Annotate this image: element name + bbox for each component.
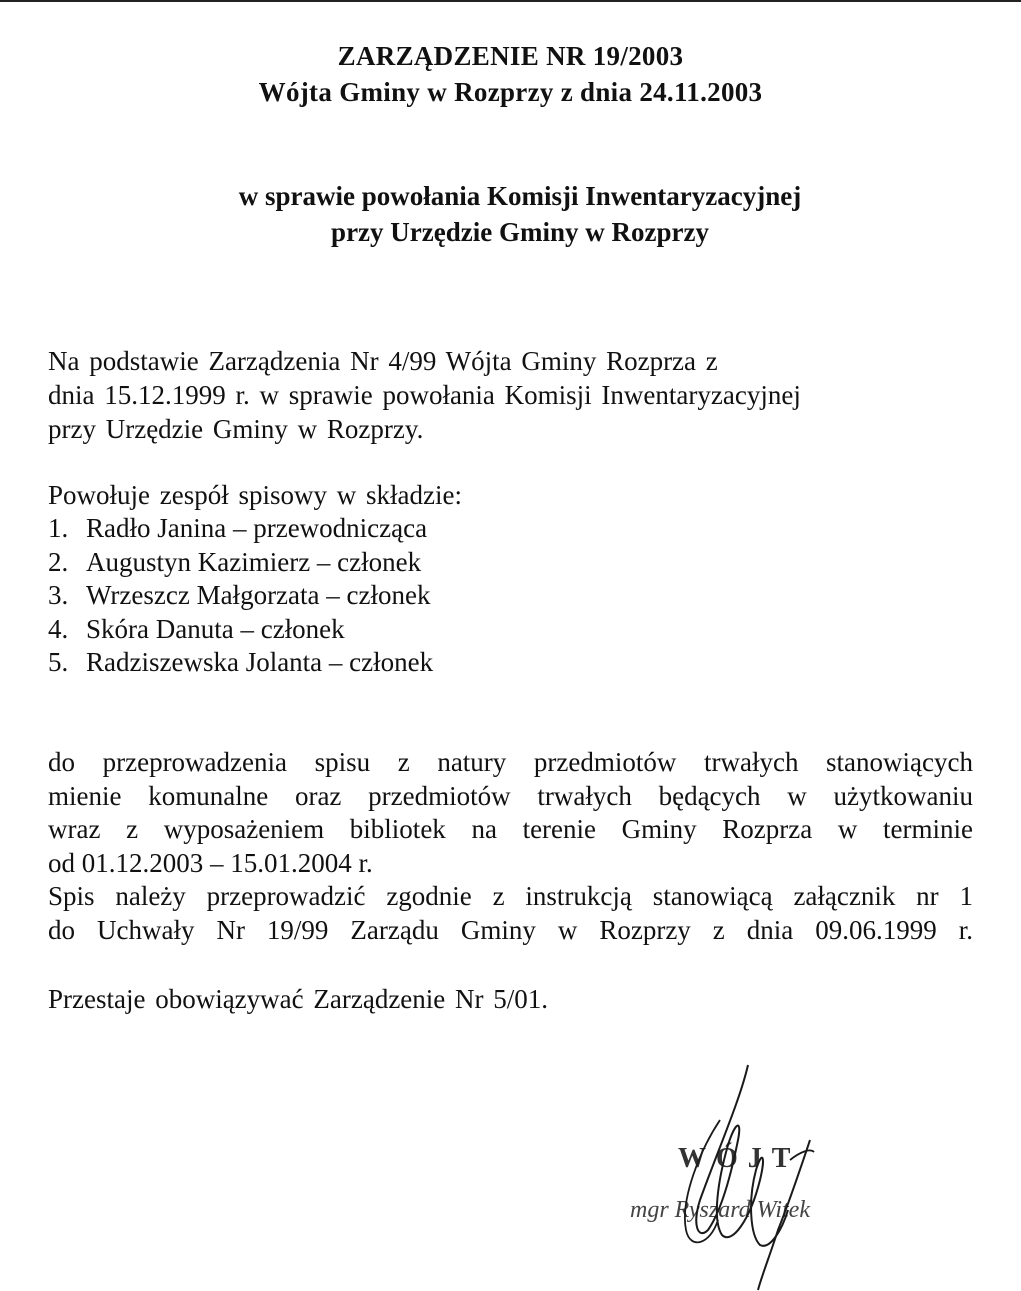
top-border-line (0, 0, 1021, 2)
list-item-text: Augustyn Kazimierz – członek (86, 546, 422, 577)
document-subtitle: Wójta Gminy w Rozprzy z dnia 24.11.2003 (258, 77, 763, 107)
list-item-text: Skóra Danuta – członek (86, 613, 345, 644)
list-item-number: 4. (48, 613, 69, 644)
handwritten-signature (600, 1060, 900, 1291)
scope-line: wraz z wyposażeniem bibliotek na terenie Gminy Rozprza w terminie (48, 814, 973, 844)
team-intro: Powołuje zespół spisowy w składzie: (48, 480, 462, 510)
signature-block (600, 1060, 900, 1291)
instruction-line: Spis należy przeprowadzić zgodnie z instrukcją stanowiącą załącznik nr 1 (48, 881, 973, 911)
list-item (48, 512, 433, 546)
scope-line: od 01.12.2003 – 15.01.2004 r. (48, 847, 373, 878)
signature-title: WÓJT (678, 1143, 801, 1174)
instruction-paragraph (48, 880, 973, 947)
list-item-number: 2. (48, 546, 69, 577)
basis-line: przy Urzędzie Gminy w Rozprzy. (48, 414, 424, 444)
basis-line: Na podstawie Zarządzenia Nr 4/99 Wójta Gminy Rozprza z (48, 346, 718, 376)
list-item (48, 646, 433, 680)
list-item-number: 1. (48, 513, 69, 543)
list-item (48, 579, 433, 613)
legal-basis-paragraph (48, 344, 948, 446)
team-member-list (48, 512, 433, 680)
list-item-number: 5. (48, 647, 69, 677)
scope-paragraph (48, 746, 973, 880)
basis-line: dnia 15.12.1999 r. w sprawie powołania Komisji Inwentaryzacyjnej (48, 380, 801, 410)
list-item (48, 613, 433, 647)
document-title: ZARZĄDZENIE NR 19/2003 (337, 41, 684, 71)
repeal-statement: Przestaje obowiązywać Zarządzenie Nr 5/01. (48, 984, 549, 1014)
subject-line-1: w sprawie powołania Komisji Inwentaryzacyjnej (238, 181, 802, 211)
list-item-number: 3. (48, 580, 69, 610)
scope-line: mienie komunalne oraz przedmiotów trwałych będących w użytkowaniu (48, 780, 973, 811)
list-item (48, 546, 433, 580)
list-item-text: Radziszewska Jolanta – członek (86, 647, 434, 677)
subject-line-2: przy Urzędzie Gminy w Rozprzy (331, 217, 709, 247)
instruction-line: do Uchwały Nr 19/99 Zarządu Gminy w Rozprzy z dnia 09.06.1999 r. (48, 914, 973, 945)
signature-name: mgr Ryszard Witek (630, 1197, 810, 1223)
list-item-text: Radło Janina – przewodnicząca (86, 513, 428, 543)
scope-line: do przeprowadzenia spisu z natury przedmiotów trwałych stanowiących (48, 747, 973, 777)
list-item-text: Wrzeszcz Małgorzata – członek (86, 580, 431, 610)
